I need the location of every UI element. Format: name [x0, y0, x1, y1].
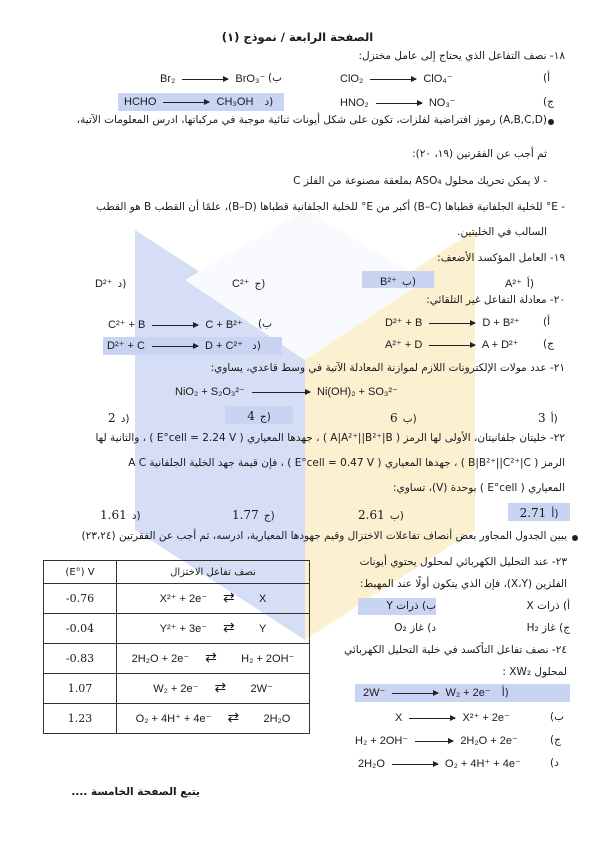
equation-left: A²⁺ + D [385, 339, 423, 351]
option-text: ذرات X [526, 600, 560, 612]
option-label: د) [120, 413, 130, 425]
option-label: ب) [422, 600, 436, 612]
info-line-3: - لا يمكن تحريك محلول ASO₄ بملعقة مصنوعة من الفلز C [293, 175, 547, 187]
option-text: ذرات Y [386, 600, 419, 612]
arrow-icon [429, 323, 475, 324]
option-label: د) [252, 340, 261, 352]
bullet-icon [572, 535, 578, 541]
table-row [44, 644, 310, 674]
option-label: ب) [389, 510, 404, 522]
reduction-potentials-table [43, 560, 310, 734]
table-row [44, 704, 310, 734]
equation-left: D²⁺ + C [107, 340, 145, 352]
option-label: ج) [543, 338, 554, 350]
q22-option-c[interactable] [232, 504, 275, 523]
info-line-5: السالب في الخليتين. [457, 226, 547, 238]
option-text: C²⁺ [232, 278, 250, 290]
equation-right: ClO₄⁻ [423, 73, 453, 85]
info-line-4: - E° للخلية الجلفانية قطباها (B–C) أكبر من E° للخلية الجلفانية قطباها (B–D)، علمًا أن القطب B هو القطب [96, 201, 565, 213]
equilibrium-arrow-icon [195, 655, 235, 664]
equilibrium-arrow-icon [204, 685, 244, 694]
arrow-icon [409, 718, 455, 719]
reaction-left: O₂ + 4H⁺ + 4e⁻ [135, 713, 212, 725]
option-label: د) [117, 278, 127, 290]
potential-value: -0.04 [44, 614, 117, 644]
q24-line-2: لمحلول XW₂ : [502, 666, 567, 678]
arrow-icon [182, 79, 228, 80]
option-label: ب) [402, 413, 417, 425]
arrow-icon [163, 102, 209, 103]
q21-option-c[interactable] [225, 406, 293, 424]
table-row [44, 674, 310, 704]
option-text: غاز H₂ [526, 622, 556, 634]
option-label: ج) [254, 278, 266, 290]
reaction-right: 2H₂O [263, 713, 291, 725]
arrow-icon [392, 764, 438, 765]
q23-option-d[interactable] [358, 622, 436, 634]
option-label: أ) [562, 600, 570, 612]
equation-left: HCHO [124, 96, 157, 108]
equation-left: NiO₂ + S₂O₃²⁻ [175, 386, 245, 398]
arrow-icon [376, 103, 422, 104]
potential-value: 1.23 [44, 704, 117, 734]
potential-value: -0.76 [44, 584, 117, 614]
equation-right: D + C²⁺ [205, 340, 243, 352]
equation-left: 2H₂O [358, 758, 385, 770]
option-label: أ) [543, 316, 551, 328]
option-value: 3 [538, 411, 546, 425]
q21-equation [175, 385, 398, 398]
bullet-icon [548, 119, 554, 125]
option-label: د) [550, 757, 559, 769]
equation-left: HNO₂ [340, 97, 369, 109]
reaction-right: X [259, 593, 267, 605]
arrow-icon [415, 741, 453, 742]
equation-left: C²⁺ + B [108, 319, 146, 331]
q24-option-d[interactable] [358, 757, 521, 770]
q23-option-a[interactable] [495, 600, 570, 612]
q20-option-d[interactable] [103, 337, 282, 355]
reaction-right: H₂ + 2OH⁻ [241, 653, 295, 665]
q22-line-3: المعياري ( E°cell ) بوحدة (V)، تساوي: [392, 482, 565, 494]
option-value: 2.71 [519, 506, 547, 520]
q24-option-c[interactable] [355, 734, 518, 747]
q18-option-c[interactable] [340, 96, 456, 109]
option-label: ج) [559, 622, 570, 634]
q21-option-d[interactable] [108, 407, 130, 426]
equation-left: X [395, 712, 403, 724]
q23-option-c[interactable] [495, 622, 570, 634]
q19-option-b[interactable] [362, 271, 434, 288]
option-label: ج) [550, 734, 561, 746]
reaction-right: 2W⁻ [250, 683, 273, 695]
table-intro: يبين الجدول المجاور بعض أنصاف تفاعلات الاختزال وقيم جهودها المعيارية، ادرسه، ثم أجب عن الفقرتين (٢٣،٢٤) [81, 530, 567, 542]
option-value: 4 [247, 409, 255, 423]
q18-option-d[interactable] [118, 93, 284, 111]
potential-value: -0.83 [44, 644, 117, 674]
option-label: أ) [501, 687, 509, 699]
q20-option-b[interactable] [108, 318, 243, 331]
option-text: A²⁺ [505, 278, 522, 290]
q21-option-b[interactable] [390, 407, 417, 426]
potential-value: 1.07 [44, 674, 117, 704]
q21-option-a[interactable] [538, 407, 558, 426]
q22-line-2: الرمز ( B|B²⁺||C²⁺|C ) ، جهدها المعياري ( E°cell = 0.47 V ) ، فإن قيمة جهد الخلية الجلفانية A C [128, 457, 565, 469]
footer-continue: يتبع الصفحة الخامسة .... [71, 786, 200, 798]
reaction-left: W₂ + 2e⁻ [153, 683, 199, 695]
table-row [44, 614, 310, 644]
q23-option-b[interactable] [358, 598, 436, 615]
arrow-icon [392, 693, 438, 694]
option-label: أ) [550, 413, 558, 425]
equation-right: BrO₃⁻ [235, 73, 266, 85]
option-label: ج) [543, 96, 554, 108]
option-label: ب) [258, 318, 272, 330]
q18-stem: ١٨- نصف التفاعل الذي يحتاج إلى عامل مختزل: [358, 50, 565, 62]
q23-line-1: ٢٣- عند التحليل الكهربائي لمحلول يحتوي أيونات [359, 556, 567, 568]
equation-right: CH₃OH [216, 96, 254, 108]
option-label: ج) [263, 510, 275, 522]
q19-stem: ١٩- العامل المؤكسد الأضعف: [437, 252, 565, 264]
reaction-left: 2H₂O + 2e⁻ [131, 653, 190, 665]
option-label: د) [264, 96, 274, 108]
option-text: B²⁺ [380, 276, 397, 288]
option-value: 1.61 [100, 508, 127, 522]
q18-option-a[interactable] [340, 72, 453, 85]
q20-stem: ٢٠- معادلة التفاعل غير التلقائي: [426, 294, 565, 306]
option-label: أ) [551, 508, 559, 520]
equation-left: D²⁺ + B [385, 317, 423, 329]
equation-right: A + D²⁺ [481, 339, 519, 351]
equilibrium-arrow-icon [213, 595, 253, 604]
q19-option-c[interactable] [232, 272, 292, 291]
q22-option-a[interactable] [508, 503, 570, 521]
q22-option-d[interactable] [100, 504, 141, 523]
equation-right: W₂ + 2e⁻ [445, 687, 491, 699]
q22-option-b[interactable] [358, 504, 404, 523]
option-value: 2.61 [358, 508, 385, 522]
option-value: 6 [390, 411, 398, 425]
equation-right: 2H₂O + 2e⁻ [460, 735, 518, 747]
equation-right: Ni(OH)₂ + SO₃²⁻ [317, 386, 398, 398]
arrow-icon [429, 345, 475, 346]
page-title: الصفحة الرابعة / نموذج (١) [221, 30, 374, 44]
q20-option-a[interactable] [385, 316, 520, 329]
reaction-right: Y [259, 623, 267, 635]
table-row [44, 584, 310, 614]
option-label: ب) [550, 711, 564, 723]
option-label: ب) [268, 72, 282, 84]
column-header-potential: (E°) V [44, 561, 117, 584]
equation-left: H₂ + 2OH⁻ [355, 735, 409, 747]
equation-right: C + B²⁺ [205, 319, 243, 331]
option-text: غاز O₂ [394, 622, 424, 634]
arrow-icon [252, 392, 310, 393]
arrow-icon [152, 325, 198, 326]
arrow-icon [370, 79, 416, 80]
q24-option-a[interactable] [355, 684, 570, 702]
equation-right: D + B²⁺ [482, 317, 520, 329]
option-value: 2 [108, 411, 116, 425]
q19-option-a[interactable] [505, 272, 565, 291]
option-label: أ) [543, 72, 551, 84]
equation-left: ClO₂ [340, 73, 364, 85]
equation-right: X²⁺ + 2e⁻ [462, 712, 510, 724]
info-line-2: ثم أجب عن الفقرتين (١٩، ٢٠): [412, 148, 547, 160]
q18-option-b[interactable] [160, 72, 265, 85]
option-label: د) [131, 510, 141, 522]
equilibrium-arrow-icon [213, 625, 253, 634]
equation-left: Br₂ [160, 73, 176, 85]
q20-option-c[interactable] [385, 338, 519, 351]
arrow-icon [152, 346, 198, 347]
q24-line-1: ٢٤- نصف تفاعل التأكسد في خلية التحليل الكهربائي [344, 644, 567, 656]
equilibrium-arrow-icon [217, 715, 257, 724]
equation-right: NO₃⁻ [428, 97, 456, 109]
option-label: أ) [526, 278, 534, 290]
q21-stem: ٢١- عدد مولات الإلكترونات اللازم لموازنة المعادلة الآتية في وسط قاعدي، يساوي: [210, 362, 565, 374]
column-header-reaction: نصف تفاعل الاختزال [117, 561, 310, 584]
option-text: D²⁺ [95, 278, 113, 290]
q19-option-d[interactable] [95, 272, 155, 291]
option-label: د) [427, 622, 436, 634]
reaction-left: Y²⁺ + 3e⁻ [159, 623, 208, 635]
reaction-left: X²⁺ + 2e⁻ [159, 593, 208, 605]
option-label: ب) [401, 276, 416, 288]
q23-line-2: الفلزين (X،Y)، فإن الذي يتكون أولًا عند المهبط: [360, 578, 567, 590]
info-line-1: (A,B,C,D) رموز افتراضية لفلزات، تكون على شكل أيونات ثنائية موجبة في مركباتها، ادرس المعلومات الآتية، [76, 114, 547, 126]
q22-line-1: ٢٢- خليتان جلفانيتان، الأولى لها الرمز ( A|A²⁺||B²⁺|B ) ، جهدها المعياري ( E°cell = 2.24 V ) ، والثانية لها [95, 432, 565, 444]
equation-right: O₂ + 4H⁺ + 4e⁻ [445, 758, 521, 770]
equation-left: 2W⁻ [363, 687, 386, 699]
q24-option-b[interactable] [395, 711, 510, 724]
option-label: ج) [259, 411, 271, 423]
option-value: 1.77 [232, 508, 259, 522]
